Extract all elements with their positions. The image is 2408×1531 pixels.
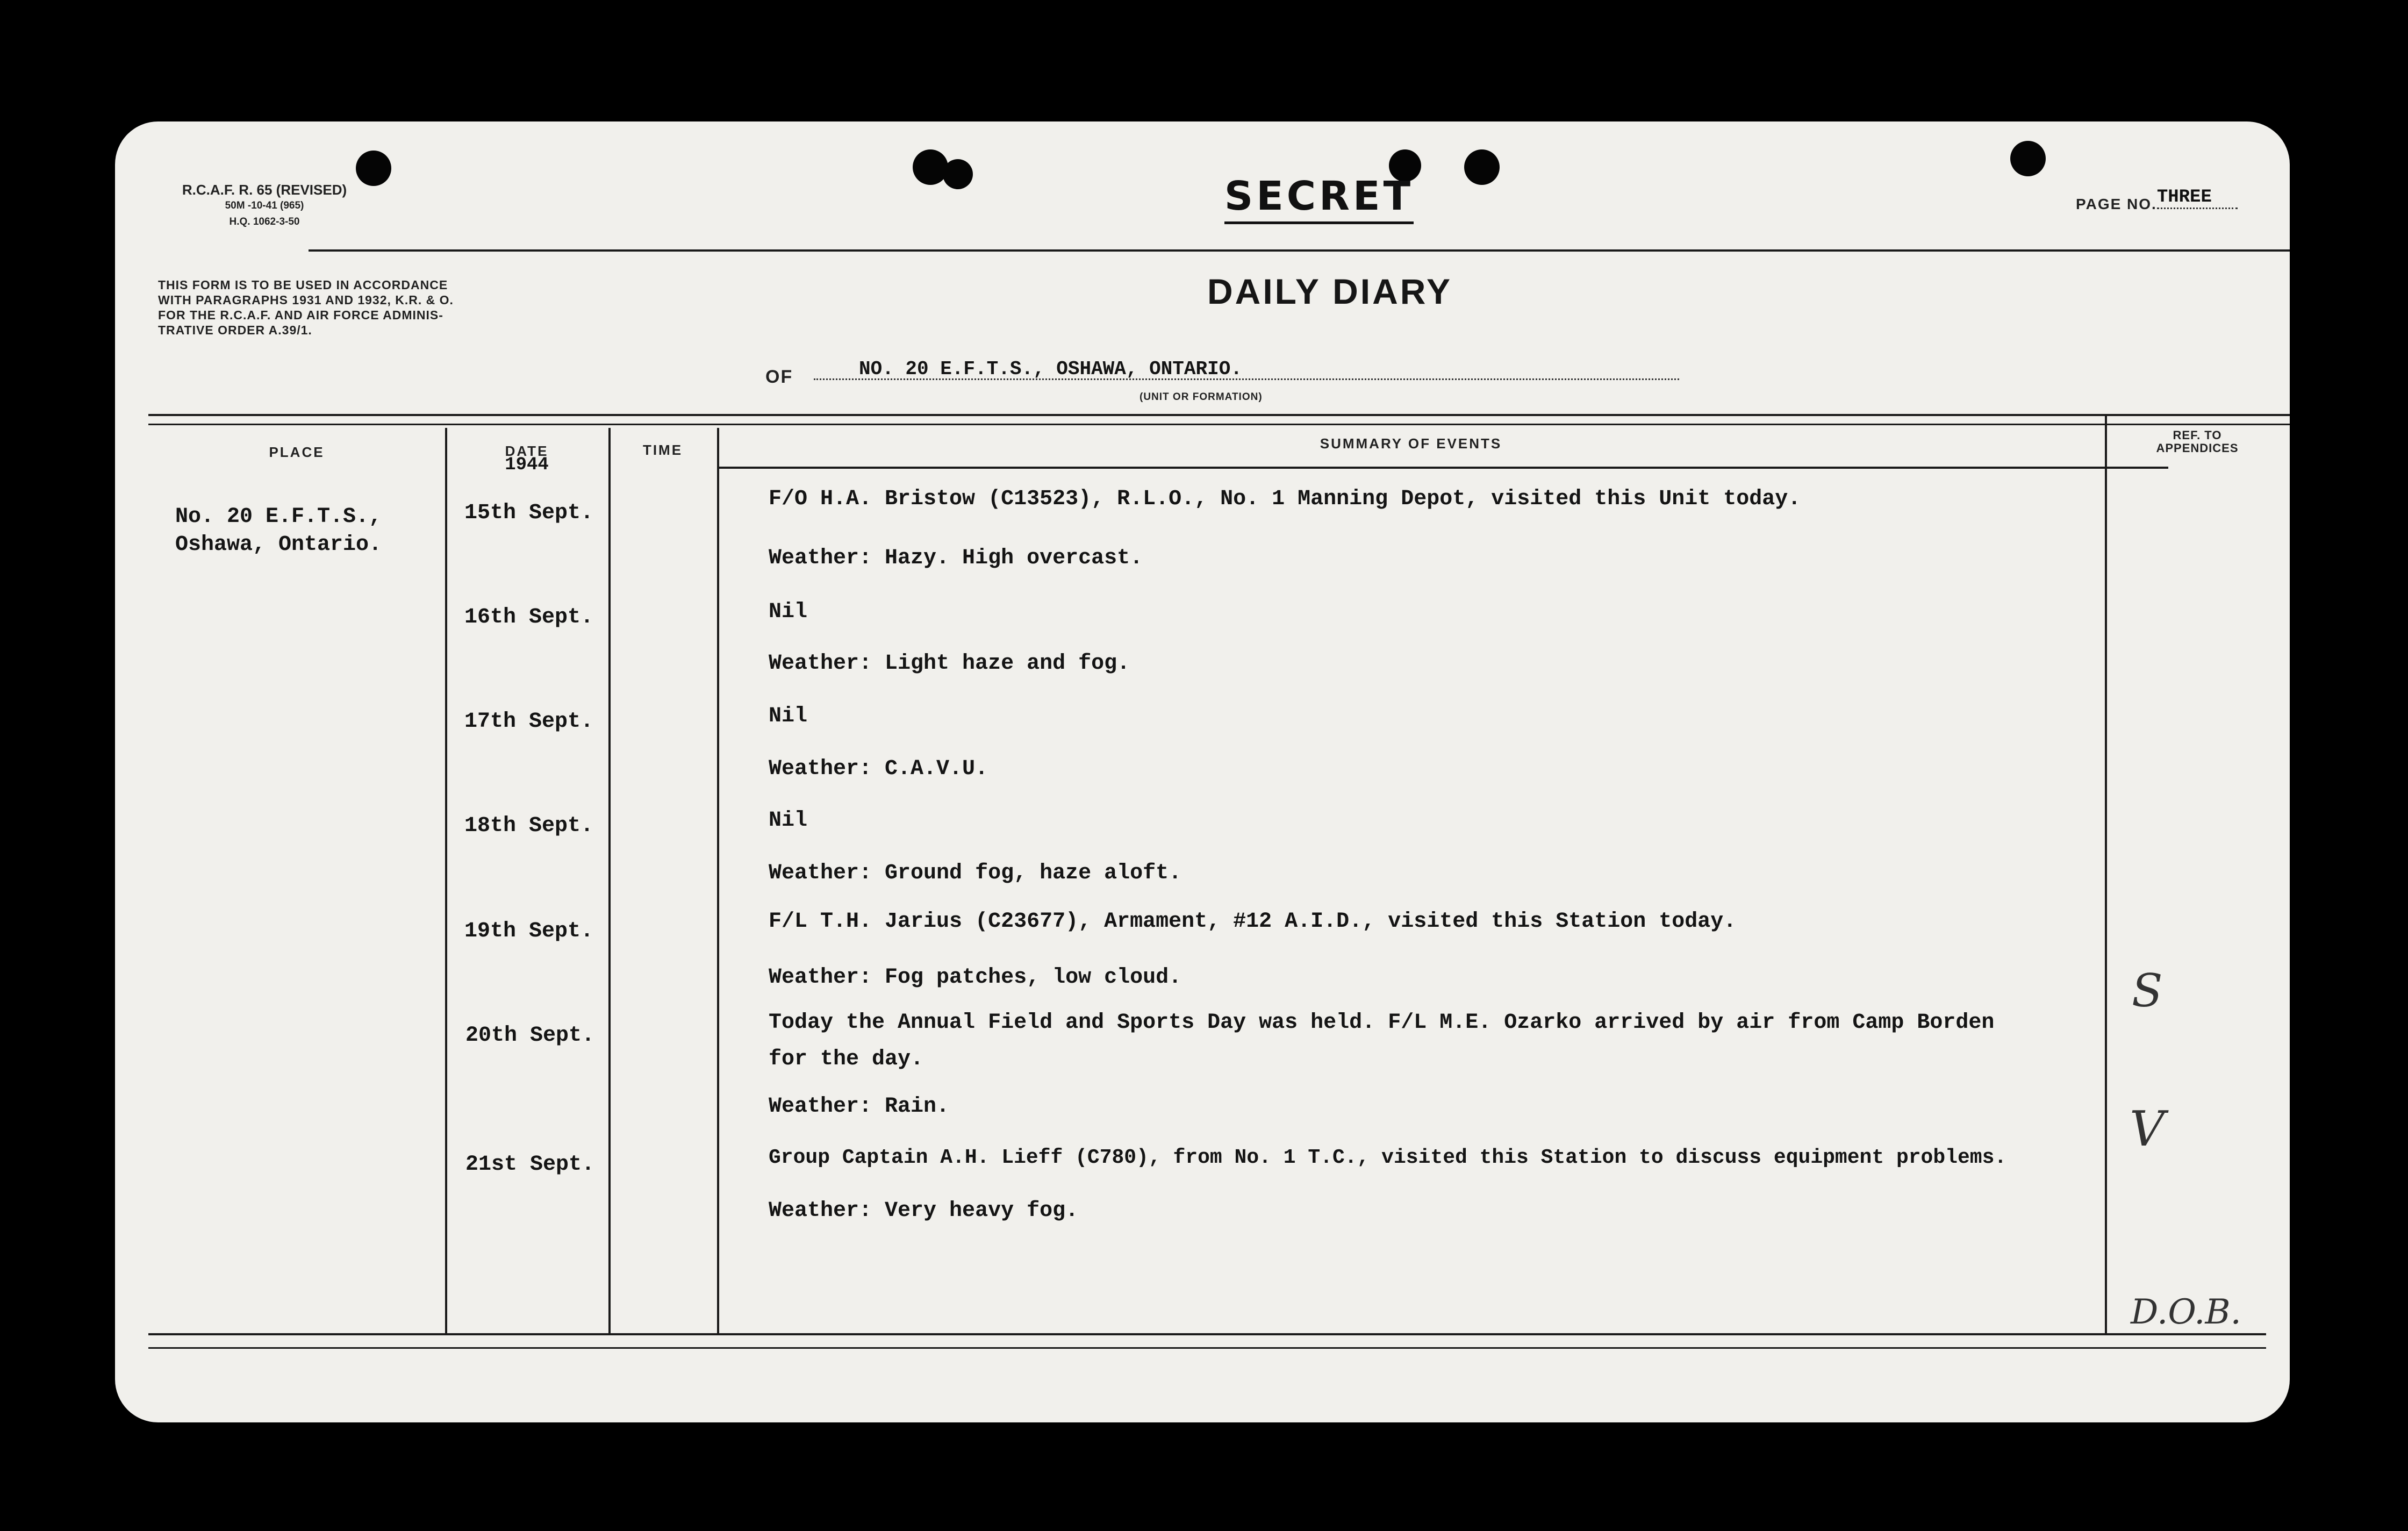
header-rule bbox=[309, 249, 2290, 252]
column-divider bbox=[717, 428, 719, 1334]
unit-value: NO. 20 E.F.T.S., OSHAWA, ONTARIO. bbox=[859, 358, 1242, 380]
initials: D.O.B. bbox=[2131, 1292, 2241, 1332]
instruction-line: WITH PARAGRAPHS 1931 AND 1932, K.R. & O. bbox=[158, 293, 454, 307]
place-line: No. 20 E.F.T.S., bbox=[175, 505, 382, 529]
entry-text: F/O H.A. Bristow (C13523), R.L.O., No. 1 Manning Depot, visited this Unit today. bbox=[769, 487, 1801, 511]
table-header-rule bbox=[717, 467, 2168, 469]
column-divider bbox=[608, 428, 611, 1334]
form-title: DAILY DIARY bbox=[1207, 271, 1452, 311]
form-code-line: H.Q. 1062-3-50 bbox=[229, 216, 300, 227]
column-divider bbox=[445, 428, 447, 1334]
entry-date: 20th Sept. bbox=[465, 1024, 595, 1048]
entry-date: 16th Sept. bbox=[464, 605, 594, 629]
entry-weather: Weather: Very heavy fog. bbox=[769, 1199, 1079, 1223]
unit-caption: (UNIT OR FORMATION) bbox=[1140, 391, 1263, 403]
form-code-line: 50M -10-41 (965) bbox=[225, 200, 304, 211]
column-divider bbox=[2105, 414, 2107, 1334]
punch-hole bbox=[356, 151, 391, 186]
entry-date: 18th Sept. bbox=[464, 814, 594, 838]
entry-text: Nil bbox=[769, 704, 808, 728]
of-label: OF bbox=[765, 367, 793, 387]
entry-date: 19th Sept. bbox=[464, 919, 594, 943]
punch-hole bbox=[943, 159, 973, 189]
page-value: THREE bbox=[2157, 187, 2238, 209]
form-instructions bbox=[158, 277, 454, 338]
entry-weather: Weather: Fog patches, low cloud. bbox=[769, 965, 1182, 990]
margin-mark-check: V bbox=[2130, 1101, 2165, 1157]
entry-weather: Weather: Rain. bbox=[769, 1094, 950, 1119]
entry-weather: Weather: Hazy. High overcast. bbox=[769, 546, 1143, 570]
form-code bbox=[157, 182, 372, 230]
entry-text: for the day. bbox=[769, 1047, 924, 1071]
instruction-line: THIS FORM IS TO BE USED IN ACCORDANCE bbox=[158, 278, 448, 292]
ref-line: REF. TO bbox=[2173, 428, 2222, 442]
page-number bbox=[2076, 187, 2238, 217]
entry-text: Nil bbox=[769, 600, 808, 624]
year: 1944 bbox=[505, 455, 549, 475]
table-bottom-rule bbox=[148, 1347, 2266, 1349]
page-label: PAGE NO. bbox=[2076, 196, 2157, 212]
entry-weather: Weather: Ground fog, haze aloft. bbox=[769, 861, 1182, 885]
instruction-line: TRATIVE ORDER A.39/1. bbox=[158, 323, 312, 337]
entry-date: 15th Sept. bbox=[464, 501, 594, 525]
column-header-date: DATE bbox=[505, 443, 549, 459]
entry-text: Group Captain A.H. Lieff (C780), from No. 1 T.C., visited this Station to discuss equipment problems. bbox=[769, 1146, 2007, 1169]
entry-weather: Weather: Light haze and fog. bbox=[769, 652, 1130, 676]
column-header-place: PLACE bbox=[269, 444, 325, 460]
entry-date: 21st Sept. bbox=[465, 1153, 595, 1177]
column-header-ref bbox=[2105, 429, 2290, 455]
entry-date: 17th Sept. bbox=[464, 710, 594, 734]
margin-mark-s: S bbox=[2132, 964, 2163, 1017]
entry-text: F/L T.H. Jarius (C23677), Armament, #12 A.I.D., visited this Station today. bbox=[769, 910, 1737, 934]
table-top-rule bbox=[148, 424, 2290, 425]
place-line: Oshawa, Ontario. bbox=[175, 533, 382, 557]
table-top-rule bbox=[148, 414, 2290, 416]
form-code-line: R.C.A.F. R. 65 (REVISED) bbox=[182, 182, 347, 198]
classification-text: SECRET bbox=[1224, 173, 1414, 224]
entry-text: Nil bbox=[769, 809, 808, 833]
entry-weather: Weather: C.A.V.U. bbox=[769, 757, 988, 781]
ref-line: APPENDICES bbox=[2156, 441, 2239, 455]
entry-text: Today the Annual Field and Sports Day was held. F/L M.E. Ozarko arrived by air from Camp Borden bbox=[769, 1011, 1995, 1035]
table-bottom-rule bbox=[148, 1333, 2266, 1335]
punch-hole bbox=[913, 149, 948, 185]
diary-form bbox=[115, 121, 2290, 1422]
column-header-summary: SUMMARY OF EVENTS bbox=[1320, 435, 1502, 452]
column-header-time: TIME bbox=[642, 442, 683, 458]
punch-hole bbox=[2010, 141, 2046, 176]
place-text bbox=[175, 503, 382, 559]
instruction-line: FOR THE R.C.A.F. AND AIR FORCE ADMINIS- bbox=[158, 308, 443, 322]
classification-stamp bbox=[1099, 173, 1539, 219]
